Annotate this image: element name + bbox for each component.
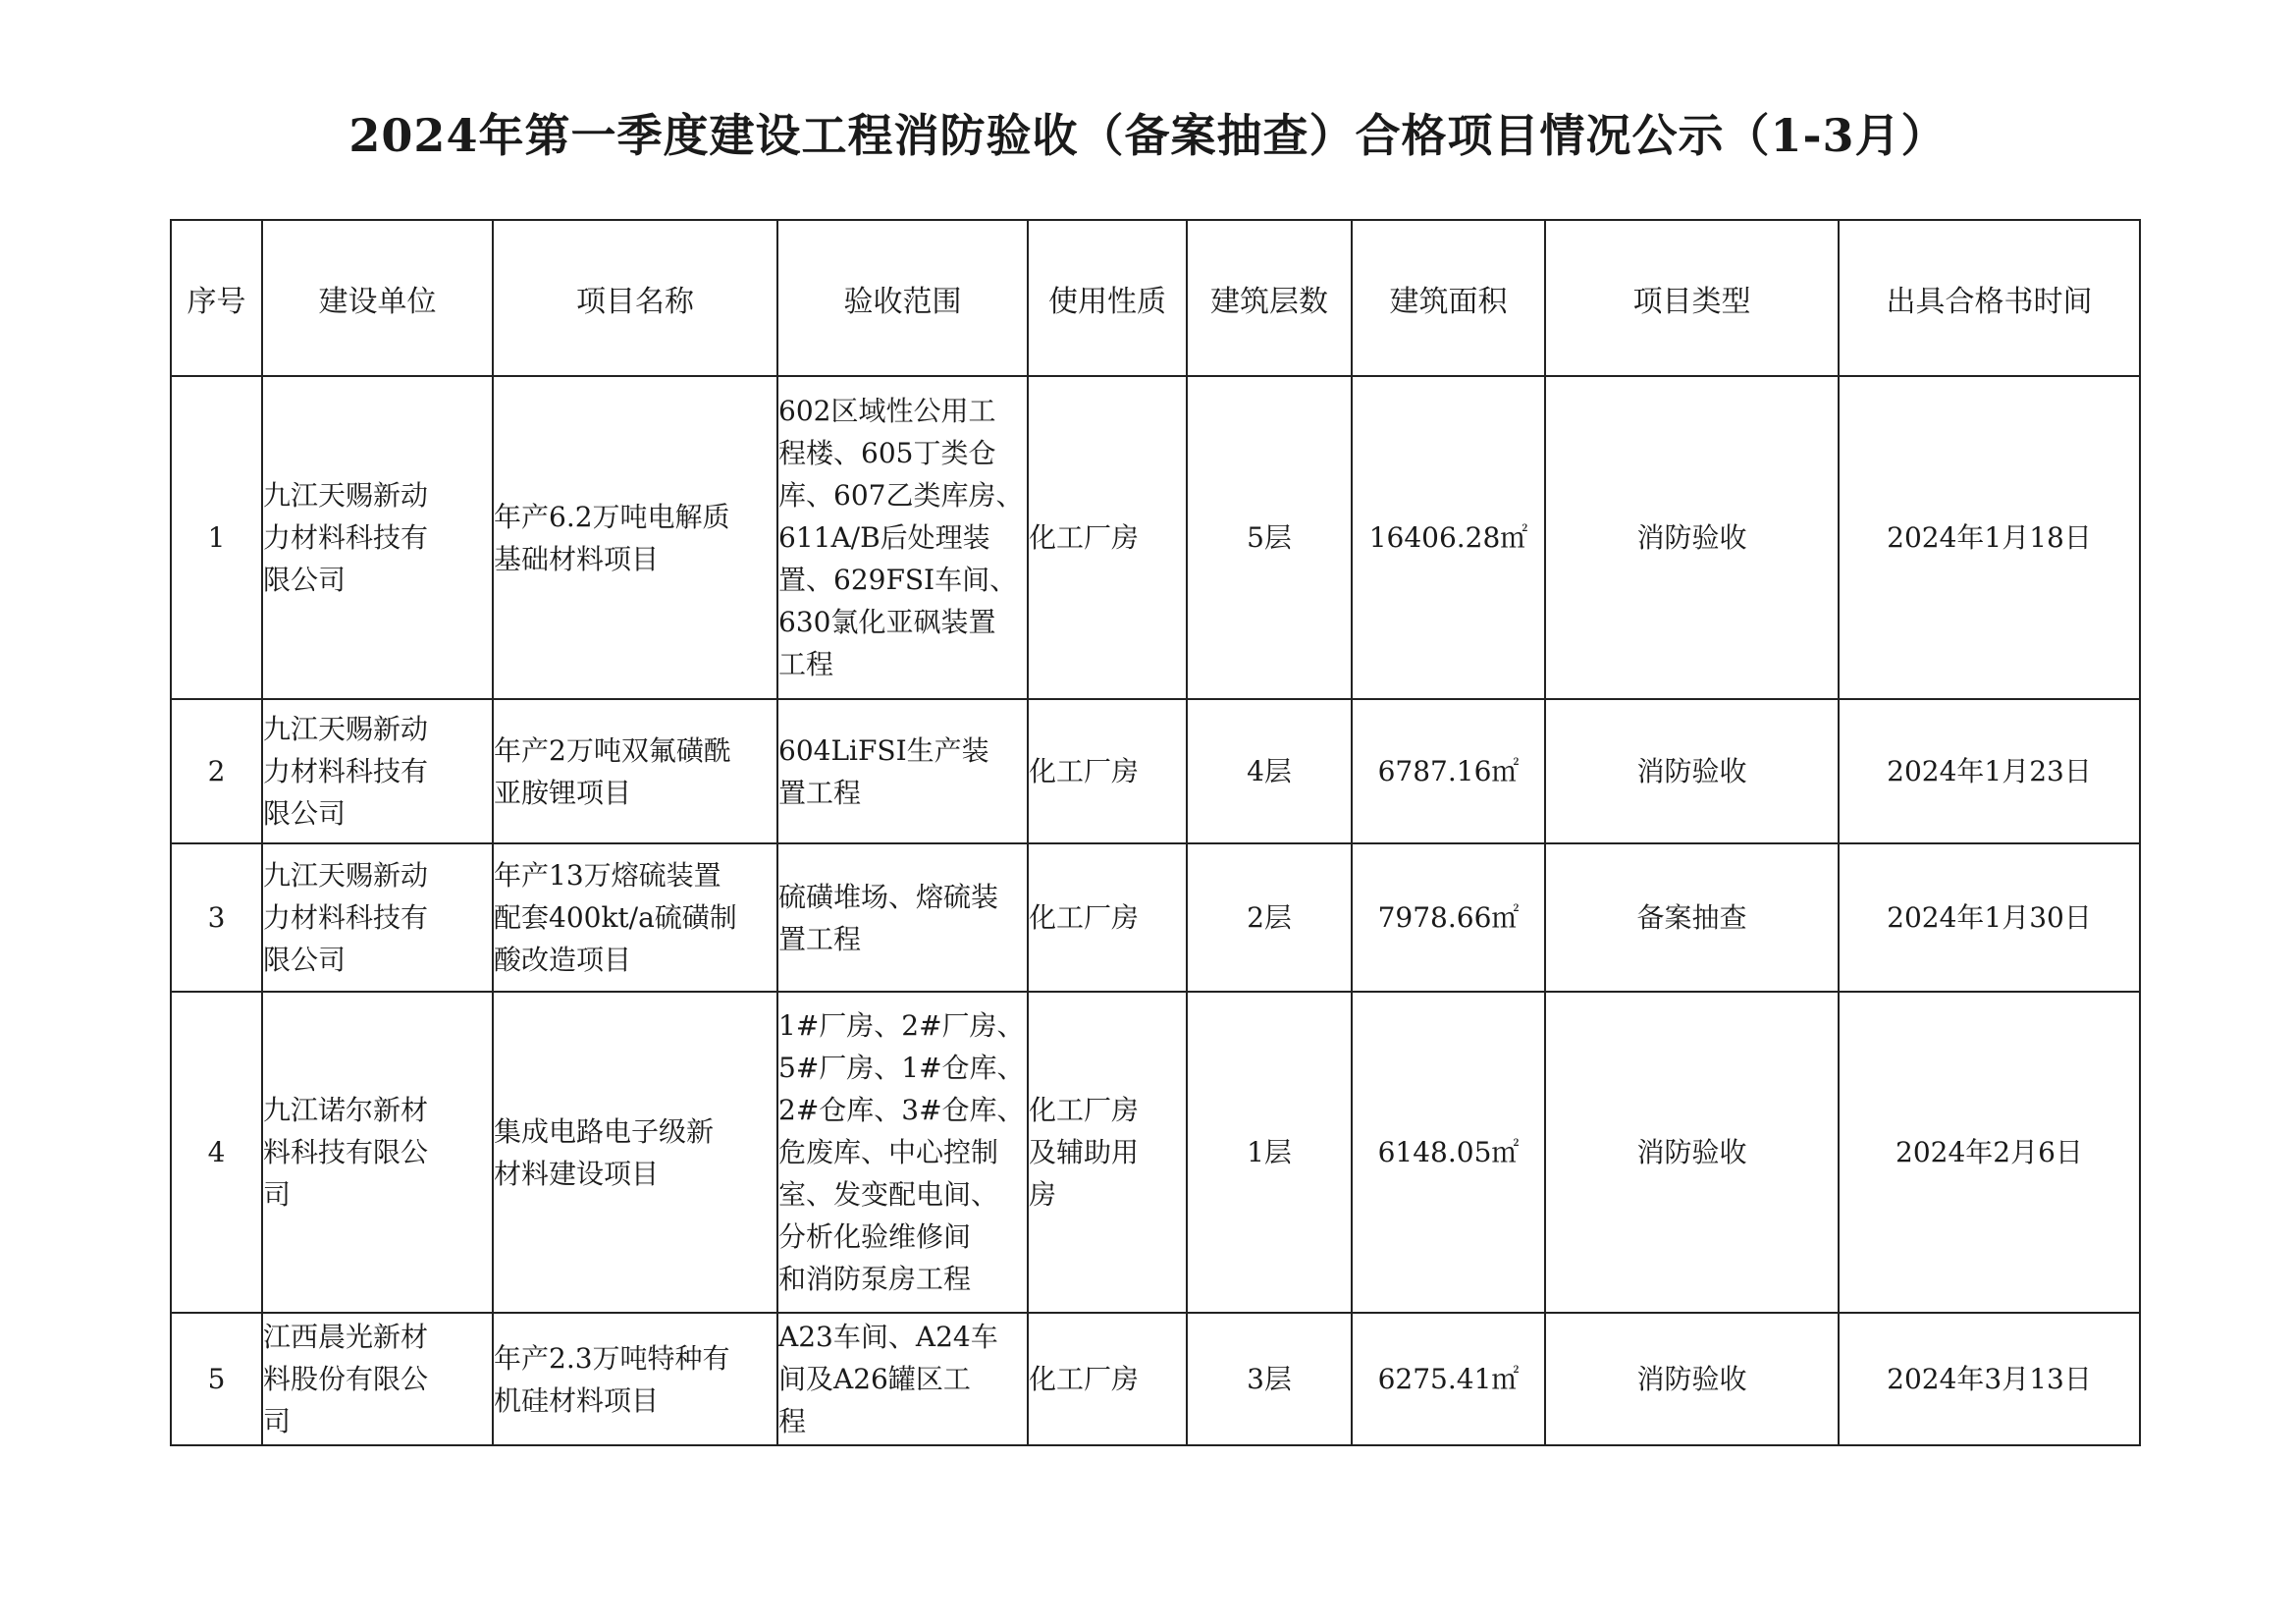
cell-date: 2024年1月18日 (1839, 376, 2140, 699)
cell-project: 年产6.2万吨电解质 基础材料项目 (494, 500, 730, 575)
cell-no: 2 (171, 699, 262, 843)
table-row (171, 843, 2140, 992)
cell-floors: 5层 (1187, 376, 1352, 699)
cell-type: 消防验收 (1545, 376, 1839, 699)
header-date: 出具合格书时间 (1839, 220, 2140, 376)
cell-floors: 2层 (1187, 843, 1352, 992)
cell-area: 6787.16㎡ (1352, 699, 1545, 843)
cell-no: 1 (171, 376, 262, 699)
cell-date: 2024年1月23日 (1839, 699, 2140, 843)
cell-unit: 九江天赐新动 力材料科技有 限公司 (263, 713, 429, 830)
cell-unit: 九江天赐新动 力材料科技有 限公司 (263, 479, 429, 596)
header-floors: 建筑层数 (1187, 220, 1352, 376)
cell-project: 年产2.3万吨特种有 机硅材料项目 (494, 1341, 730, 1417)
cell-scope: A23车间、A24车 间及A26罐区工 程 (778, 1321, 998, 1437)
cell-type: 消防验收 (1545, 992, 1839, 1313)
cell-use: 化工厂房 (1029, 521, 1140, 554)
cell-type: 备案抽查 (1545, 843, 1839, 992)
table-row (171, 992, 2140, 1313)
table-row (171, 699, 2140, 843)
cell-unit: 九江天赐新动 力材料科技有 限公司 (263, 859, 429, 976)
cell-type: 消防验收 (1545, 699, 1839, 843)
cell-scope: 硫磺堆场、熔硫装 置工程 (778, 880, 999, 955)
cell-floors: 1层 (1187, 992, 1352, 1313)
header-no: 序号 (171, 220, 262, 376)
cell-use: 化工厂房 及辅助用 房 (1029, 1094, 1140, 1211)
header-scope: 验收范围 (777, 220, 1028, 376)
cell-date: 2024年1月30日 (1839, 843, 2140, 992)
table-header-row (171, 220, 2140, 376)
cell-scope: 604LiFSI生产装 置工程 (778, 733, 989, 809)
cell-floors: 3层 (1187, 1313, 1352, 1445)
cell-no: 4 (171, 992, 262, 1313)
cell-floors: 4层 (1187, 699, 1352, 843)
cell-area: 6148.05㎡ (1352, 992, 1545, 1313)
cell-project: 年产2万吨双氟磺酰 亚胺锂项目 (494, 733, 731, 809)
cell-use: 化工厂房 (1029, 901, 1140, 934)
cell-use: 化工厂房 (1029, 755, 1140, 787)
cell-area: 16406.28㎡ (1352, 376, 1545, 699)
cell-area: 7978.66㎡ (1352, 843, 1545, 992)
header-type: 项目类型 (1545, 220, 1839, 376)
cell-scope: 602区域性公用工 程楼、605丁类仓 库、607乙类库房、 611A/B后处理装 置、629FSI车间、 630氯化亚砜装置 工程 (778, 395, 1024, 680)
cell-unit: 江西晨光新材 料股份有限公 司 (263, 1321, 429, 1437)
cell-date: 2024年3月13日 (1839, 1313, 2140, 1445)
header-area: 建筑面积 (1352, 220, 1545, 376)
cell-no: 5 (171, 1313, 262, 1445)
cell-no: 3 (171, 843, 262, 992)
project-table (170, 219, 2141, 1446)
table-row (171, 1313, 2140, 1445)
table-row (171, 376, 2140, 699)
cell-project: 集成电路电子级新 材料建设项目 (494, 1114, 715, 1190)
cell-type: 消防验收 (1545, 1313, 1839, 1445)
cell-area: 6275.41㎡ (1352, 1313, 1545, 1445)
cell-unit: 九江诺尔新材 料科技有限公 司 (263, 1094, 429, 1211)
cell-scope: 1#厂房、2#厂房、 5#厂房、1#仓库、 2#仓库、3#仓库、 危废库、中心控制 室、发变配电间、 分析化验维修间 和消防泵房工程 (778, 1009, 1025, 1295)
page-title: 2024年第一季度建设工程消防验收（备案抽查）合格项目情况公示（1-3月） (348, 109, 1948, 162)
header-use: 使用性质 (1028, 220, 1187, 376)
cell-project: 年产13万熔硫装置 配套400kt/a硫磺制 酸改造项目 (494, 859, 737, 976)
cell-date: 2024年2月6日 (1839, 992, 2140, 1313)
cell-use: 化工厂房 (1029, 1363, 1140, 1395)
header-unit: 建设单位 (262, 220, 493, 376)
header-project: 项目名称 (493, 220, 777, 376)
